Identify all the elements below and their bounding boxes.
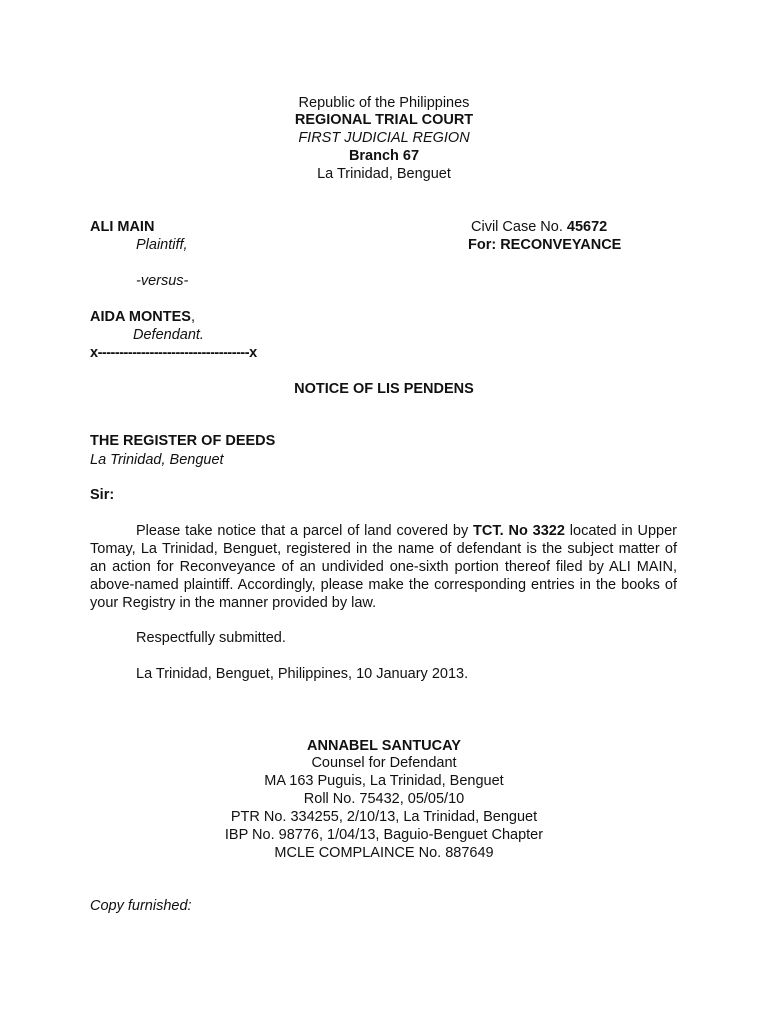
versus-text: -versus- [136, 273, 189, 289]
signatory-mcle: MCLE COMPLAINCE No. 887649 [274, 845, 494, 861]
body-paragraph-2: Respectfully submitted. [136, 630, 286, 646]
header-region: FIRST JUDICIAL REGION [298, 130, 470, 146]
signatory-address: MA 163 Puguis, La Trinidad, Benguet [264, 773, 504, 789]
copy-furnished: Copy furnished: [90, 898, 192, 914]
case-number-line [471, 218, 607, 236]
case-number: 45672 [566, 219, 608, 235]
caption-divider: x-----------------------------------x [90, 345, 257, 361]
signatory-ptr: PTR No. 334255, 2/10/13, La Trinidad, Benguet [230, 809, 538, 825]
body-p1-post: located in Upper Tomay, La Trinidad, Benguet, registered in the name of defendant is the subject matter of an action for Reconveyance of an undivided one-sixth portion thereof filed by ALI MAIN, above-named plaintiff. Accordingly, please make the corresponding entries in the books of your Registry in the manner provided by law. [90, 523, 678, 611]
tct-number: TCT. No 3322 [473, 523, 565, 539]
addressee-name: THE REGISTER OF DEEDS [90, 433, 276, 449]
body-paragraph-3: La Trinidad, Benguet, Philippines, 10 January 2013. [136, 666, 469, 682]
signatory-ibp: IBP No. 98776, 1/04/13, Baguio-Benguet Chapter [224, 827, 544, 843]
defendant-comma: , [190, 309, 195, 325]
plaintiff-name: ALI MAIN [90, 219, 155, 235]
addressee-location: La Trinidad, Benguet [90, 452, 224, 468]
signatory-title: Counsel for Defendant [311, 755, 457, 771]
defendant-line [90, 308, 195, 326]
header-country: Republic of the Philippines [298, 95, 470, 111]
defendant-role: Defendant. [133, 327, 204, 343]
signatory-roll: Roll No. 75432, 05/05/10 [303, 791, 465, 807]
salutation: Sir: [90, 487, 115, 503]
signatory-name: ANNABEL SANTUCAY [307, 738, 461, 754]
body-p1-pre: Please take notice that a parcel of land covered by [136, 523, 474, 539]
header-location: La Trinidad, Benguet [317, 166, 451, 182]
defendant-name: AIDA MONTES [90, 309, 191, 325]
header-court: REGIONAL TRIAL COURT [294, 112, 474, 128]
document-title: NOTICE OF LIS PENDENS [294, 381, 474, 397]
case-label: Civil Case No. [471, 219, 567, 235]
case-nature: For: RECONVEYANCE [468, 237, 622, 253]
plaintiff-role: Plaintiff, [136, 237, 188, 253]
header-branch: Branch 67 [348, 148, 420, 164]
body-paragraph-1 [90, 522, 677, 612]
